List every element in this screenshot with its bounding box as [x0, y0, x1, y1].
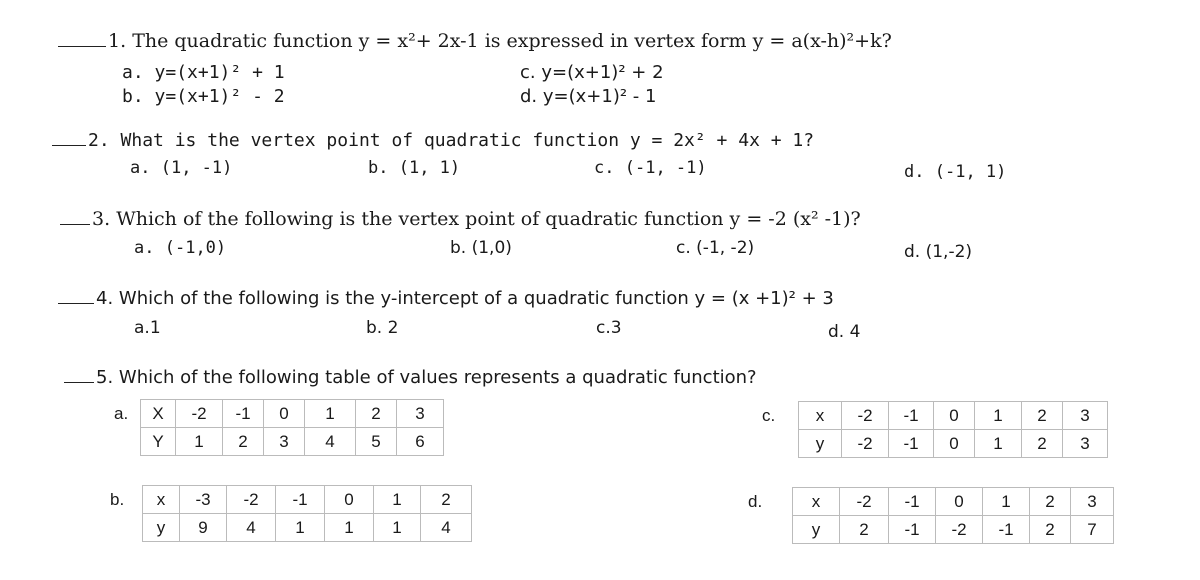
table-row-y [104, 514, 472, 542]
table-cell: -1 [276, 486, 325, 514]
table-cell: 3 [1071, 488, 1114, 516]
question-number: 5. [96, 367, 114, 388]
table-cell: 2 [223, 428, 264, 456]
table-cell: 4 [421, 514, 472, 542]
option-3d: d. (1,-2) [904, 242, 973, 262]
option-3c: c. (-1, -2) [676, 238, 755, 258]
table-cell: 1 [374, 514, 421, 542]
question-text: The quadratic function y = x²+ 2x-1 is expressed in vertex form y = a(x-h)²+k? [132, 30, 892, 52]
answer-blank[interactable] [58, 46, 106, 47]
question-number: 1. [108, 30, 127, 52]
question-text: Which of the following is the y-intercept of a quadratic function y = (x +1)² + 3 [118, 288, 834, 309]
table-row-x [756, 402, 1108, 430]
table-cell: y [143, 514, 180, 542]
table-cell: -1 [889, 430, 934, 458]
question-5 [64, 367, 757, 388]
option-1b: b. y=(x+1)² - 2 [122, 86, 285, 107]
table-cell: -2 [842, 402, 889, 430]
table-cell: 2 [840, 516, 889, 544]
option-4b: b. 2 [366, 318, 399, 338]
question-text: Which of the following table of values represents a quadratic function? [118, 367, 757, 388]
option-1a: a. y=(x+1)² + 1 [122, 62, 285, 83]
table-row-x [104, 486, 472, 514]
option-2a: a. (1, -1) [130, 158, 233, 178]
answer-blank[interactable] [52, 145, 86, 146]
table-cell: -3 [180, 486, 227, 514]
question-text: What is the vertex point of quadratic function y = 2x² + 4x + 1? [120, 130, 815, 151]
table-cell: -2 [936, 516, 983, 544]
table-cell: 5 [356, 428, 397, 456]
question-4 [58, 288, 834, 309]
table-cell: -2 [840, 488, 889, 516]
table-cell: -2 [176, 400, 223, 428]
table-cell: 3 [264, 428, 305, 456]
answer-blank[interactable] [64, 382, 94, 383]
table-cell: 1 [176, 428, 223, 456]
table-cell: 0 [264, 400, 305, 428]
table-cell: -1 [889, 516, 936, 544]
option-1d: d. y=(x+1)² - 1 [520, 86, 657, 107]
table-cell: x [799, 402, 842, 430]
table-cell: 2 [1030, 516, 1071, 544]
cut-off-text-fragment [60, 568, 340, 580]
option-2c: c. (-1, -1) [594, 158, 707, 178]
table-cell: -2 [227, 486, 276, 514]
table-cell: 4 [227, 514, 276, 542]
question-number: 3. [92, 208, 111, 230]
table-letter: d. [748, 491, 763, 511]
question-3 [60, 208, 861, 230]
option-4d: d. 4 [828, 322, 861, 342]
table-row-y [742, 516, 1114, 544]
table-cell: 1 [325, 514, 374, 542]
option-4c: c.3 [596, 318, 622, 338]
table-cell: y [793, 516, 840, 544]
table-cell: -1 [223, 400, 264, 428]
option-2b: b. (1, 1) [368, 158, 461, 178]
table-cell: 2 [356, 400, 397, 428]
option-2d: d. (-1, 1) [904, 162, 1007, 182]
answer-blank[interactable] [60, 224, 90, 225]
table-cell: 1 [374, 486, 421, 514]
table-cell: 0 [934, 402, 975, 430]
answer-blank[interactable] [58, 303, 94, 304]
value-table-c [756, 401, 1108, 458]
table-cell: 0 [936, 488, 983, 516]
option-1c: c. y=(x+1)² + 2 [520, 62, 664, 83]
table-row-y [108, 428, 444, 456]
value-table-a [108, 399, 444, 456]
option-4a: a.1 [134, 318, 161, 338]
table-cell: 2 [421, 486, 472, 514]
table-cell: y [799, 430, 842, 458]
table-letter: a. [114, 403, 129, 423]
table-cell: 0 [325, 486, 374, 514]
table-cell: Y [141, 428, 176, 456]
option-3b: b. (1,0) [450, 238, 512, 258]
table-cell: -1 [889, 488, 936, 516]
question-number: 4. [96, 288, 114, 309]
table-letter: b. [110, 489, 125, 509]
table-cell: 2 [1030, 488, 1071, 516]
question-text: Which of the following is the vertex point of quadratic function y = -2 (x² -1)? [116, 208, 861, 230]
question-number: 2. [88, 130, 110, 151]
table-cell: -1 [983, 516, 1030, 544]
table-cell: -2 [842, 430, 889, 458]
table-cell: -1 [889, 402, 934, 430]
question-2 [52, 130, 814, 151]
table-cell: 4 [305, 428, 356, 456]
table-cell: 3 [397, 400, 444, 428]
option-3a: a. (-1,0) [134, 238, 227, 258]
table-cell: 1 [975, 402, 1022, 430]
table-cell: x [143, 486, 180, 514]
value-table-b [104, 485, 472, 542]
table-cell: 3 [1063, 402, 1108, 430]
table-cell: x [793, 488, 840, 516]
table-cell: 2 [1022, 430, 1063, 458]
table-cell: 9 [180, 514, 227, 542]
question-1 [58, 30, 892, 52]
table-cell: 1 [983, 488, 1030, 516]
table-letter: c. [762, 405, 776, 425]
table-cell: 3 [1063, 430, 1108, 458]
table-cell: 1 [276, 514, 325, 542]
table-cell: 1 [975, 430, 1022, 458]
table-cell: 6 [397, 428, 444, 456]
table-row-x [108, 400, 444, 428]
table-row-y [756, 430, 1108, 458]
table-cell: X [141, 400, 176, 428]
table-cell: 2 [1022, 402, 1063, 430]
table-cell: 0 [934, 430, 975, 458]
table-cell: 1 [305, 400, 356, 428]
table-row-x [742, 488, 1114, 516]
table-cell: 7 [1071, 516, 1114, 544]
value-table-d [742, 487, 1114, 544]
